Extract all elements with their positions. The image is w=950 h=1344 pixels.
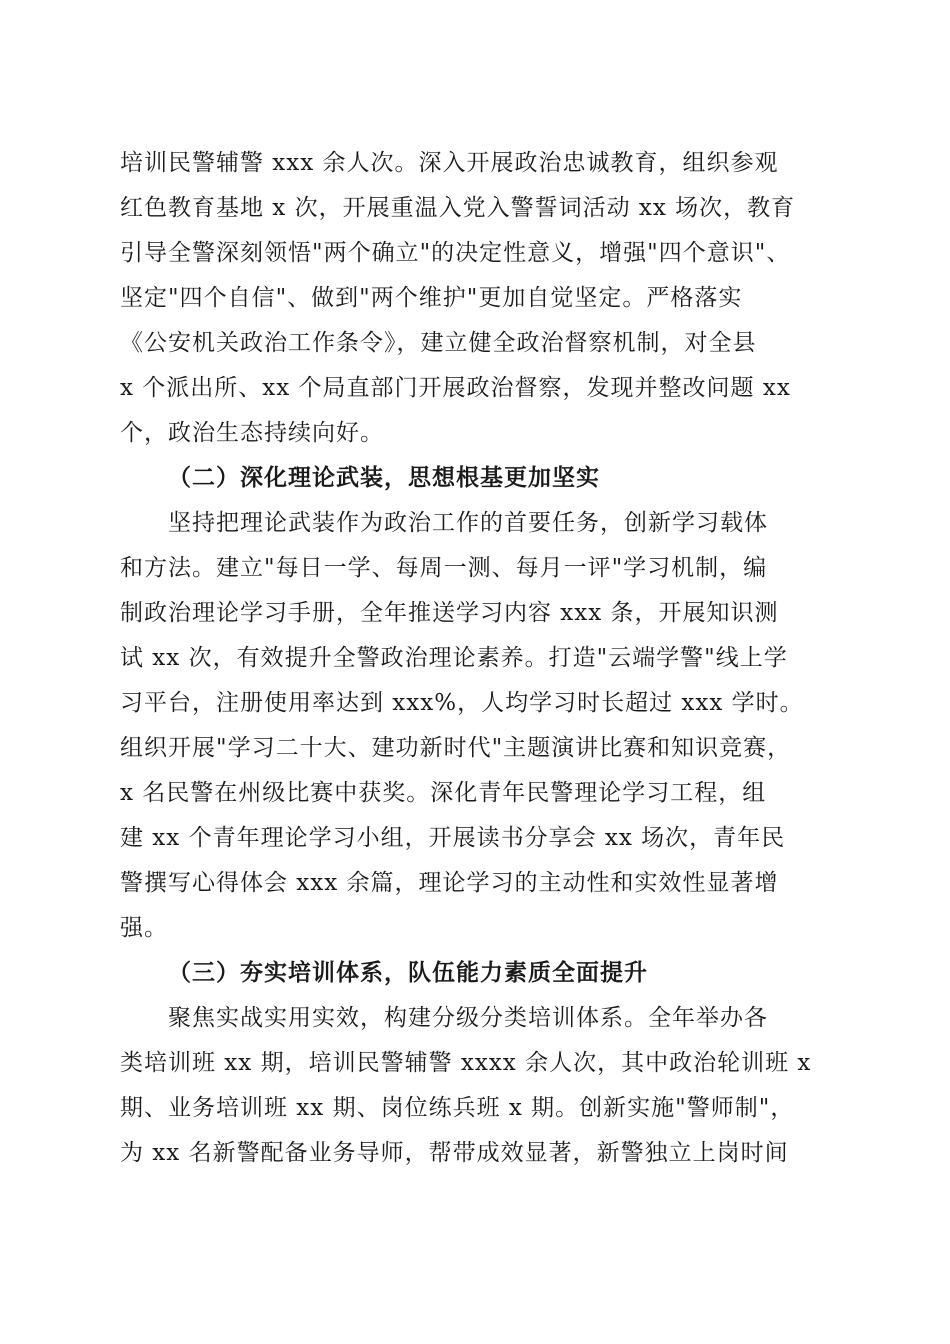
text-line: 试 xx 次，有效提升全警政治理论素养。打造"云端学警"线上学 [120,645,788,671]
text-line: 为 xx 名新警配备业务导师，帮带成效显著，新警独立上岗时间 [120,1140,789,1166]
text-line: 培训民警辅警 xxx 余人次。深入开展政治忠诚教育，组织参观 [120,150,779,176]
text-line: 建 xx 个青年理论学习小组，开展读书分享会 xx 场次，青年民 [120,825,786,851]
text-line: 坚持把理论武装作为政治工作的首要任务，创新学习载体 [168,510,768,536]
text-line: 类培训班 xx 期，培训民警辅警 xxxx 余人次，其中政治轮训班 x [120,1050,812,1076]
text-line: 组织开展"学习二十大、建功新时代"主题演讲比赛和知识竞赛， [120,735,792,761]
section-heading: （二）深化理论武装，思想根基更加坚实 [168,464,600,491]
text-line: 《公安机关政治工作条令》，建立健全政治督察机制，对全县 [120,330,757,356]
text-line: x 个派出所、xx 个局直部门开展政治督察，发现并整改问题 xx [120,375,791,401]
text-line: x 名民警在州级比赛中获奖。深化青年民警理论学习工程，组 [120,780,767,806]
text-line: 警撰写心得体会 xxx 余篇，理论学习的主动性和实效性显著增 [120,870,779,896]
text-line: 引导全警深刻领悟"两个确立"的决定性意义，增强"四个意识"、 [120,240,791,266]
text-line: 制政治理论学习手册，全年推送学习内容 xxx 条，开展知识测 [120,600,779,626]
text-line: 习平台，注册使用率达到 xxx%，人均学习时长超过 xxx 学时。 [120,690,804,716]
text-line: 期、业务培训班 xx 期、岗位练兵班 x 期。创新实施"警师制"， [120,1095,795,1121]
section-heading: （三）夯实培训体系，队伍能力素质全面提升 [168,959,648,986]
text-line: 坚定"四个自信"、做到"两个维护"更加自觉坚定。严格落实 [120,285,743,311]
text-line: 和方法。建立"每日一学、每周一测、每月一评"学习机制，编 [120,555,768,581]
text-line: 红色教育基地 x 次，开展重温入党入警誓词活动 xx 场次，教育 [120,195,796,221]
text-line: 强。 [120,915,168,941]
text-line: 个，政治生态持续向好。 [120,420,384,446]
text-line: 聚焦实战实用实效，构建分级分类培训体系。全年举办各 [168,1005,768,1031]
